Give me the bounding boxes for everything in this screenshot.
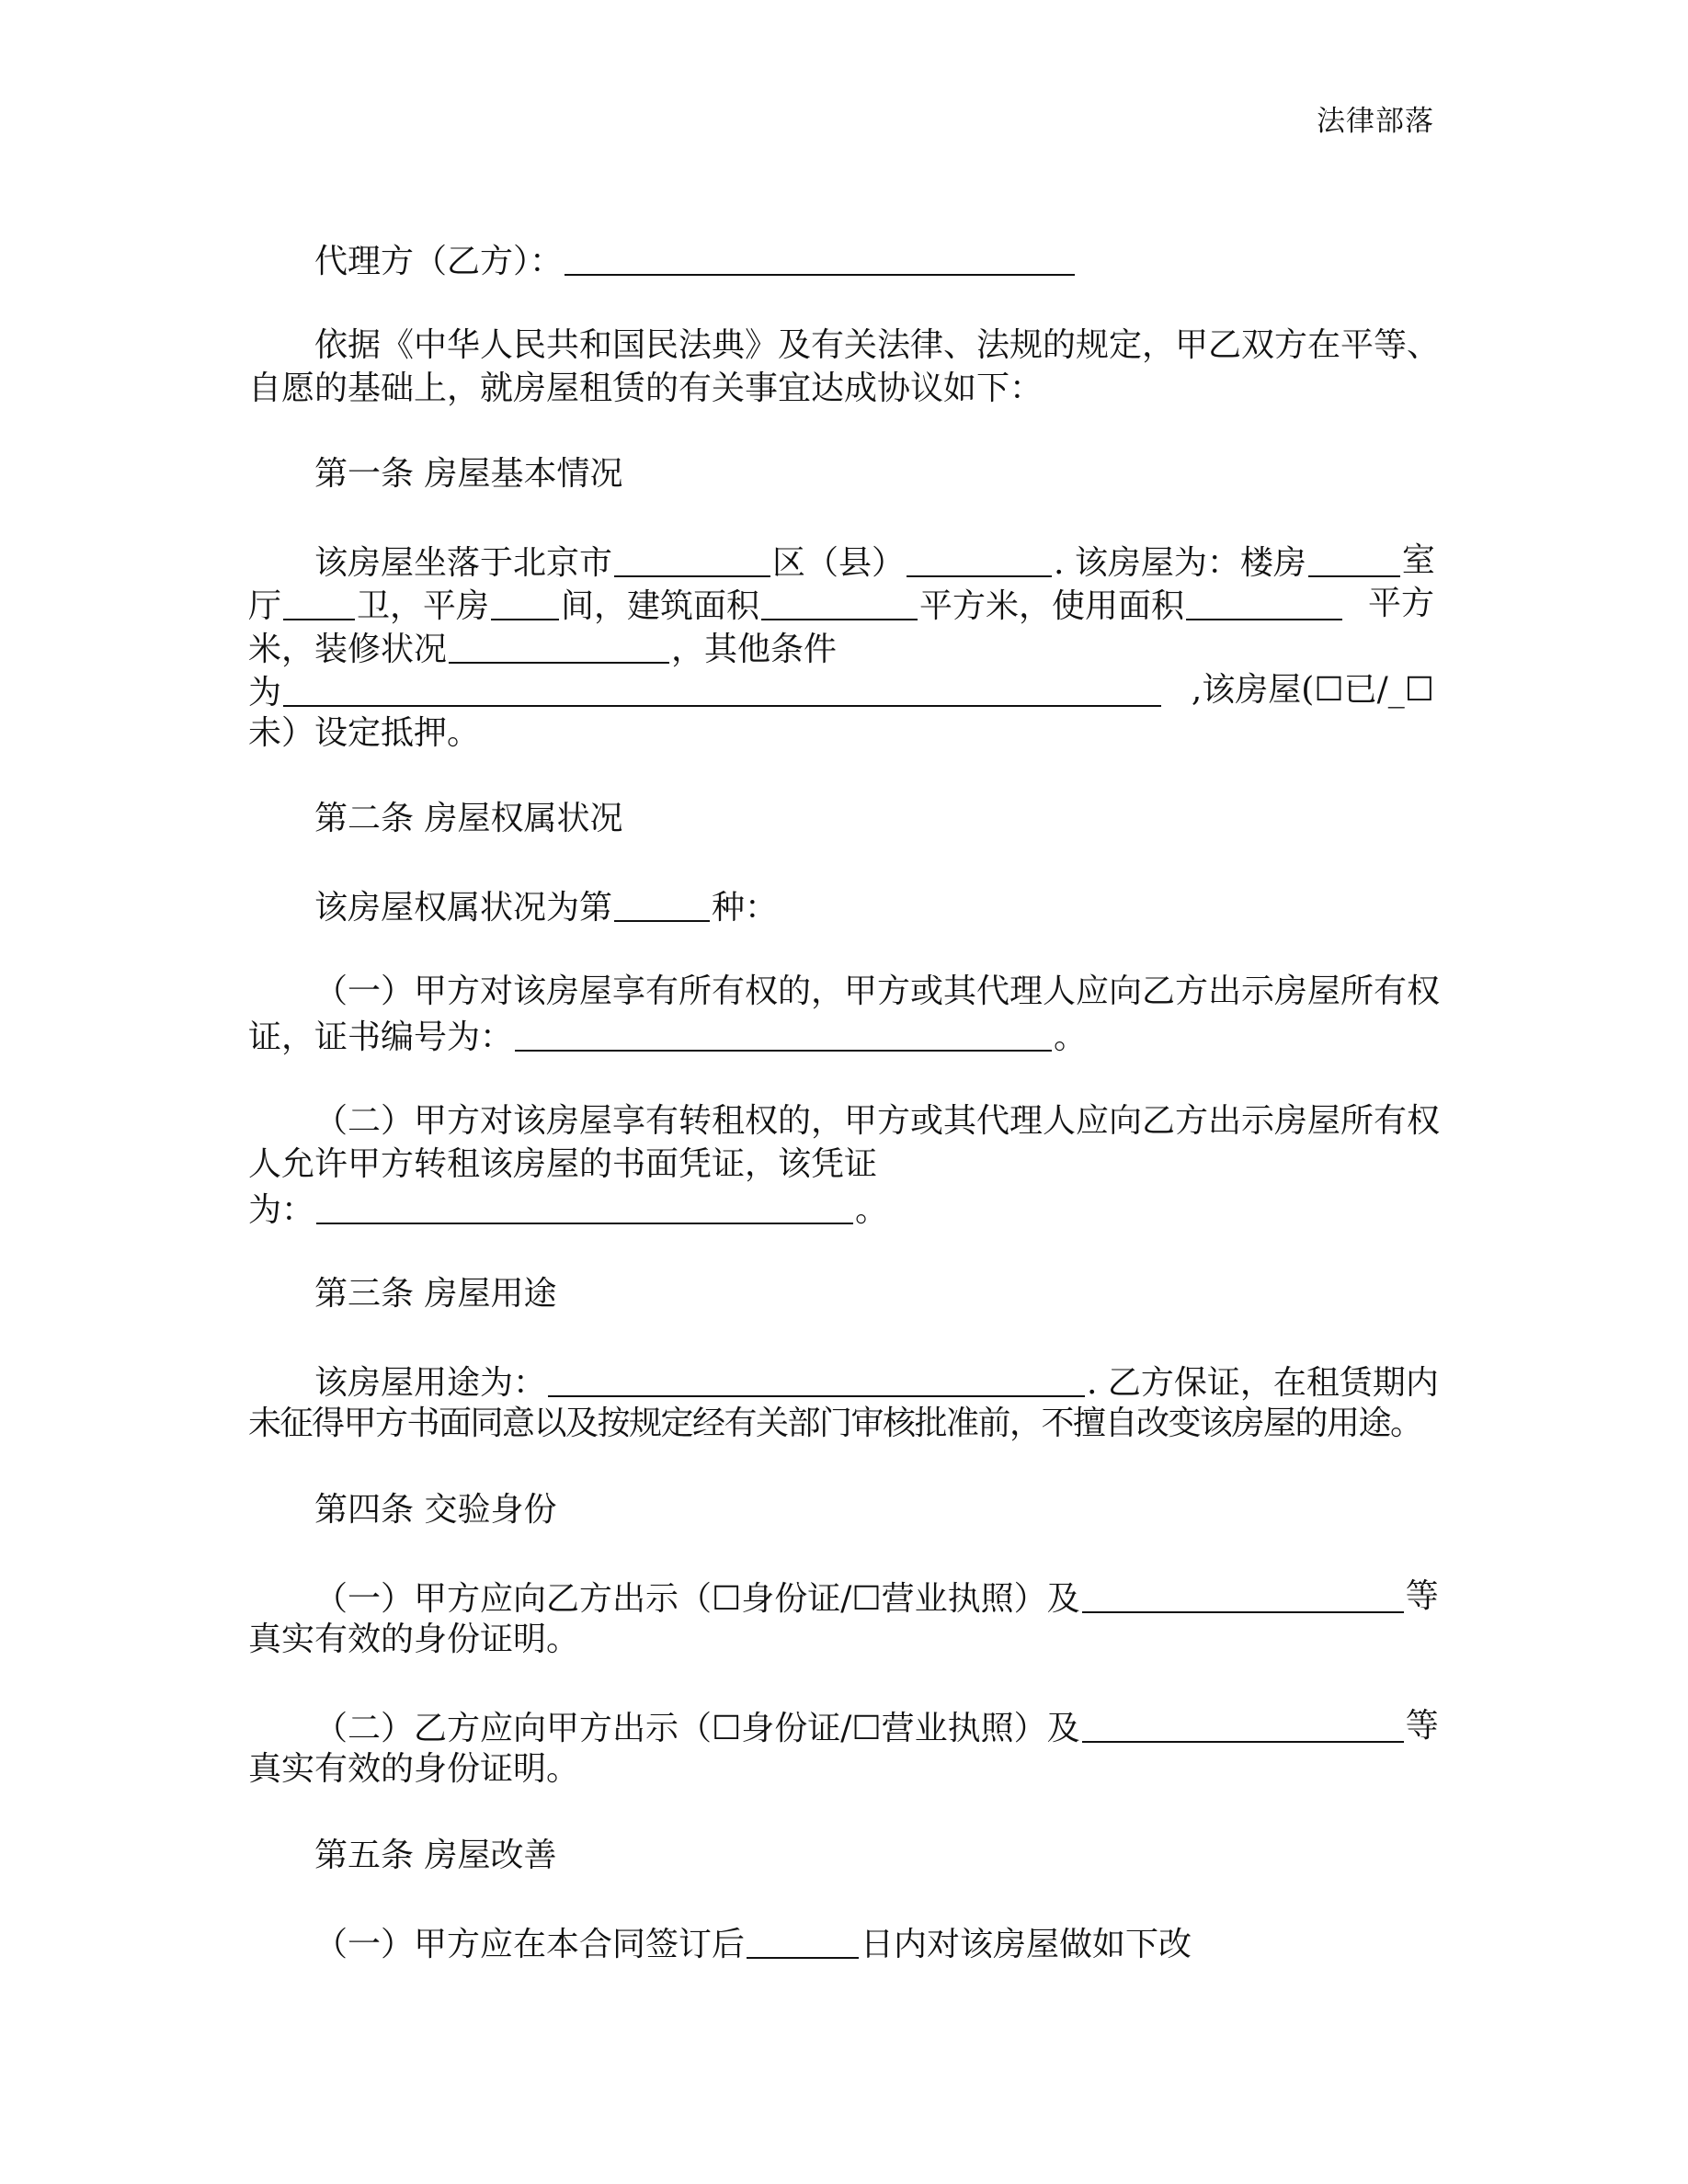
art1-text: 间，建筑面积 (561, 587, 760, 625)
intro-line-2: 自愿的基础上，就房屋租赁的有关事宜达成协议如下： (248, 370, 1044, 407)
article-4-title: 第四条 交验身份 (314, 1491, 557, 1529)
ownership-type-blank (614, 887, 710, 922)
art2-intro (248, 883, 1500, 929)
art5-clause-1 (248, 1920, 1500, 1966)
art2-text: 。 (1054, 1018, 1088, 1056)
art5-text: 日内对该房屋做如下改 (861, 1926, 1192, 1963)
art2-text: 证，证书编号为： (248, 1018, 514, 1056)
article-2-title: 第二条 房屋权属状况 (314, 800, 623, 837)
county-blank (907, 542, 1052, 577)
agent-line (248, 237, 1500, 283)
art1-line-5: 未）设定抵押。 (248, 714, 481, 752)
agent-blank (565, 241, 1075, 276)
art2-clause-1-line-2 (248, 1013, 1434, 1059)
article-3-title: 第三条 房屋用途 (314, 1275, 557, 1313)
district-blank (614, 542, 770, 577)
art1-text: 为 (248, 674, 282, 711)
party-a-id-blank (1082, 1578, 1404, 1613)
art4-clause-1-line-2: 真实有效的身份证明。 (248, 1621, 580, 1658)
usage-blank (548, 1362, 1085, 1397)
art1-line-2 (248, 582, 1434, 628)
art4-text: （一）甲方应向乙方出示（☐身份证/☐营业执照）及 (314, 1580, 1080, 1618)
usable-area-blank (1186, 586, 1342, 620)
art1-text: 厅 (248, 587, 282, 625)
art2-text: 种： (712, 889, 779, 927)
art1-text: 米，装修状况 (248, 631, 448, 668)
art2-text: 。 (855, 1191, 889, 1229)
article-1-title: 第一条 房屋基本情况 (314, 455, 623, 493)
art1-text: 区（县） (772, 544, 906, 582)
art4-clause-2-line-2: 真实有效的身份证明。 (248, 1750, 580, 1788)
art2-clause-2-line-1: （二）甲方对该房屋享有转租权的，甲方或其代理人应向乙方出示房屋所有权 (314, 1102, 1441, 1140)
agent-label: 代理方（乙方）： (314, 243, 564, 280)
art1-line-3 (248, 625, 1434, 671)
art3-text: 该房屋用途为： (314, 1364, 547, 1402)
art5-text: （一）甲方应在本合同签订后 (314, 1926, 746, 1963)
art4-text: （二）乙方应向甲方出示（☐身份证/☐营业执照）及 (314, 1710, 1080, 1747)
art1-text: ，其他条件 (671, 631, 838, 668)
rooms-blank (1308, 542, 1400, 577)
art1-text: . 该房屋为：楼房 (1054, 544, 1306, 582)
improvement-days-blank (747, 1924, 859, 1959)
certificate-number-blank (515, 1017, 1052, 1052)
art2-text: 为： (248, 1191, 315, 1229)
art2-clause-2-line-3 (248, 1186, 1434, 1232)
party-b-id-blank (1082, 1708, 1404, 1743)
art4-clause-1 (248, 1575, 1439, 1621)
art4-text: 等 (1405, 1577, 1439, 1615)
art2-clause-1-line-1: （一）甲方对该房屋享有所有权的，甲方或其代理人应向乙方出示房屋所有权 (314, 973, 1441, 1010)
halls-blank (283, 586, 355, 620)
art2-clause-2-line-2: 人允许甲方转租该房屋的书面凭证，该凭证 (248, 1145, 878, 1183)
art3-line-1 (248, 1359, 1500, 1405)
voucher-blank (316, 1189, 853, 1224)
bungalow-blank (491, 586, 559, 620)
art1-text: 该房屋坐落于北京市 (314, 544, 613, 582)
art1-line-1 (248, 539, 1434, 585)
art1-text: 室 (1401, 541, 1435, 579)
art3-text: . 乙方保证，在租赁期内 (1087, 1364, 1439, 1402)
art3-line-2: 未征得甲方书面同意以及按规定经有关部门审核批准前，不擅自改变该房屋的用途。 (248, 1405, 1422, 1442)
intro-line-1: 依据《中华人民共和国民法典》及有关法律、法规的规定，甲乙双方在平等、 (314, 326, 1441, 364)
art2-text: 该房屋权属状况为第 (314, 889, 613, 927)
art1-text: 平方米，使用面积 (919, 587, 1185, 625)
art1-text: ,该房屋(☐已/_☐ (1191, 671, 1434, 709)
art1-text: 平方 (1367, 585, 1434, 622)
art1-text: 卫，平房 (357, 587, 490, 625)
decoration-blank (449, 629, 669, 664)
other-conditions-blank (283, 672, 1161, 707)
article-5-title: 第五条 房屋改善 (314, 1837, 557, 1874)
header-brand: 法律部落 (1317, 105, 1434, 138)
built-area-blank (761, 586, 918, 620)
art1-line-4 (248, 668, 1434, 714)
art4-text: 等 (1405, 1707, 1439, 1745)
art4-clause-2 (248, 1704, 1439, 1750)
